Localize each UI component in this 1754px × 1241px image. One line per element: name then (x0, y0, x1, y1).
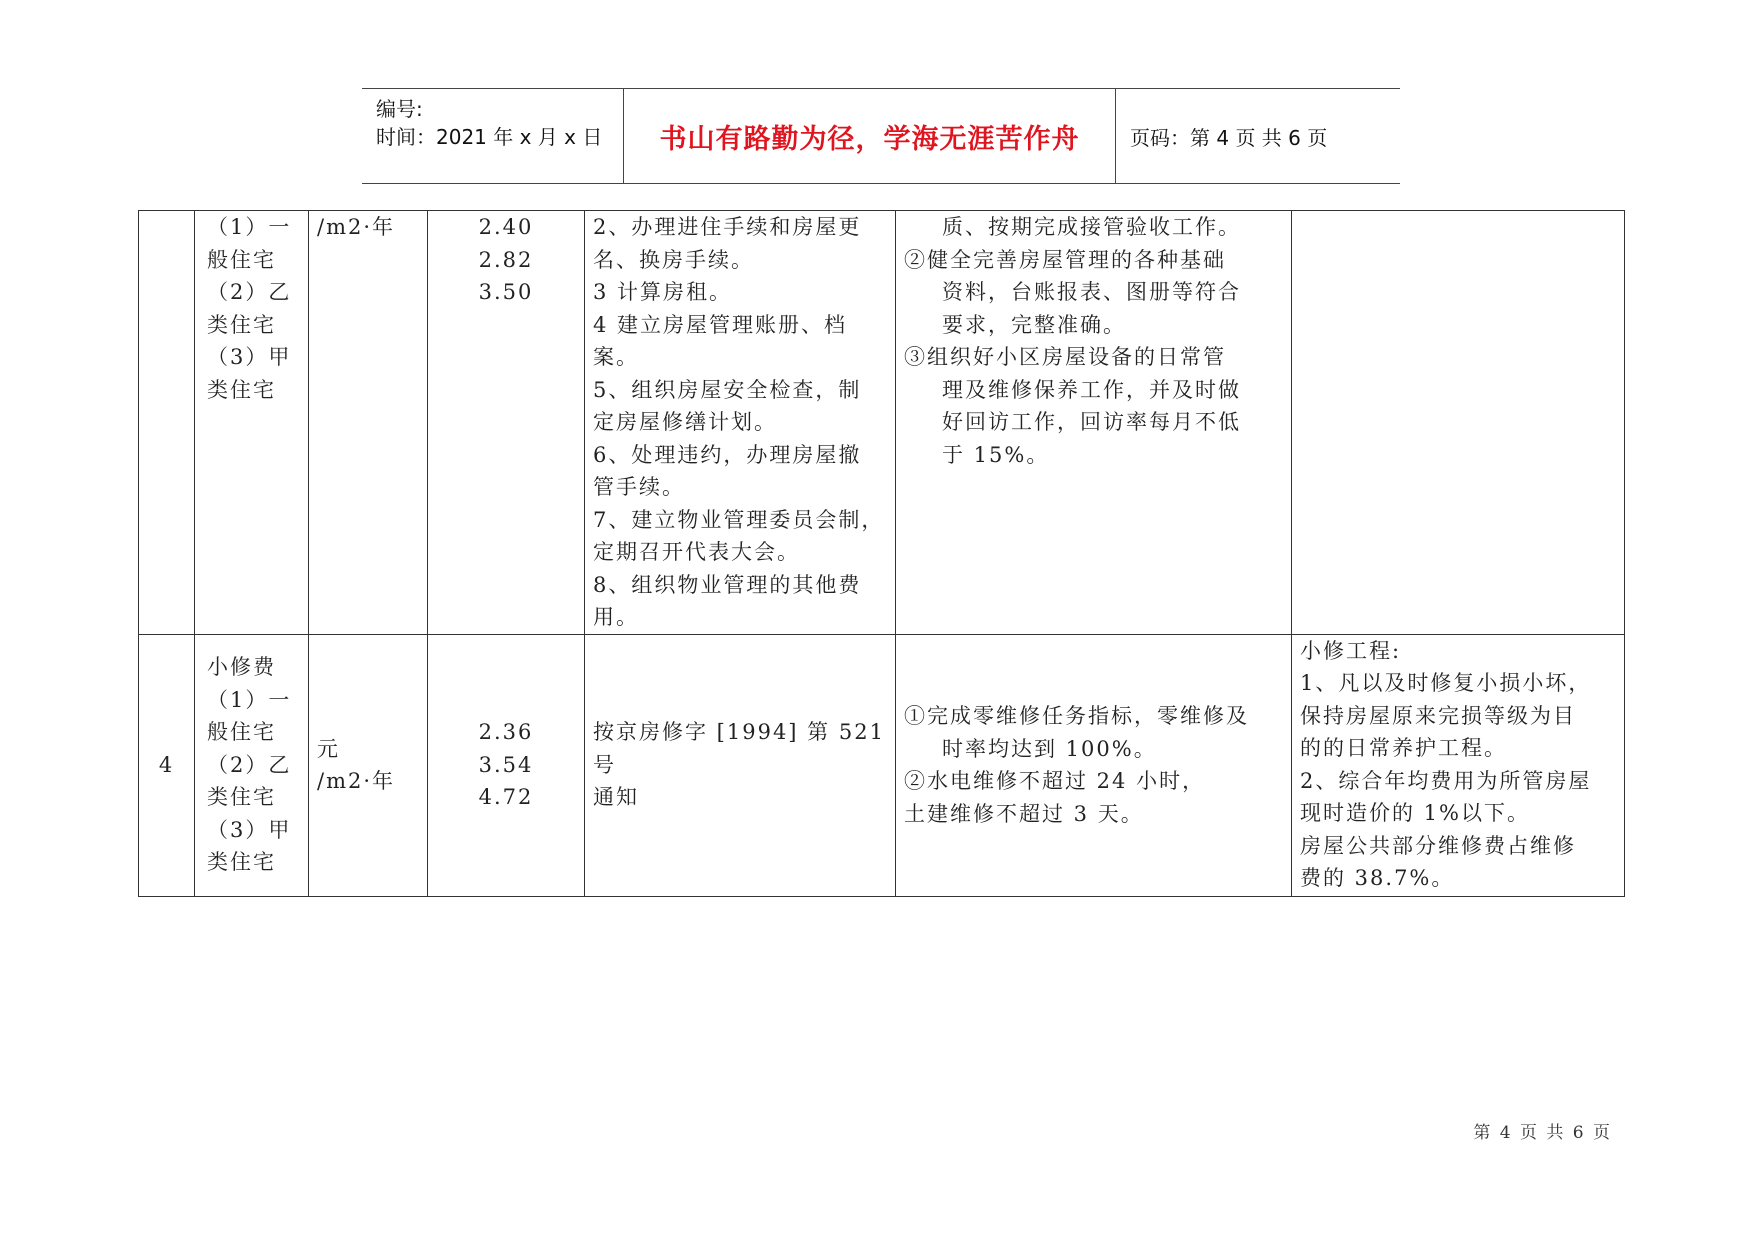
requirement-cell (896, 211, 1292, 635)
basis-line: 6、处理违约，办理房屋撤 (593, 442, 862, 467)
basis-line: 5、组织房屋安全检查，制 (593, 377, 862, 402)
basis-line: 通知 (593, 785, 639, 810)
basis-line: 用。 (593, 605, 639, 629)
note-line: 费的 38.7%。 (1300, 866, 1455, 890)
standard-value: 3.50 (478, 280, 534, 304)
item-line: （2）乙 (207, 280, 292, 304)
page-footer: 第 4 页 共 6 页 (1473, 1123, 1612, 1143)
requirement-line: 要求，完整准确。 (942, 312, 1126, 337)
item-line: 类住宅 (207, 377, 276, 402)
requirement-line: 时率均达到 100%。 (942, 736, 1157, 761)
item-line: （3）甲 (207, 345, 292, 369)
item-line: （1）一 (207, 687, 292, 712)
note-line: 现时造价的 1%以下。 (1300, 801, 1530, 825)
basis-line: 7、建立物业管理委员会制， (593, 507, 885, 532)
item-line: 般住宅 (207, 247, 276, 272)
unit-line: 元 (317, 736, 340, 761)
requirement-line: 理及维修保养工作，并及时做 (942, 377, 1241, 402)
note-cell (1292, 211, 1625, 635)
standard-value: 4.72 (478, 785, 534, 810)
requirement-line: 质、按期完成接管验收工作。 (942, 215, 1241, 239)
standard-value: 3.54 (478, 752, 534, 777)
basis-line: 定房屋修缮计划。 (593, 410, 777, 434)
basis-line: 3 计算房租。 (593, 280, 733, 304)
note-cell (1292, 634, 1625, 896)
basis-line: 定期召开代表大会。 (593, 540, 800, 564)
standard-cell (428, 634, 585, 896)
row-number-cell (139, 211, 195, 635)
doc-date: 时间：2021 年 x 月 x 日 (376, 125, 603, 149)
table-row (139, 634, 1625, 896)
header-page-code: 页码：第 4 页 共 6 页 (1130, 125, 1328, 150)
item-line: 小修费 (207, 655, 276, 680)
basis-line: 名、换房手续。 (593, 247, 754, 272)
item-line: （3）甲 (207, 817, 292, 842)
requirement-line: ②水电维修不超过 24 小时， (904, 769, 1206, 793)
basis-line: 4 建立房屋管理账册、档案。 (593, 312, 848, 369)
basis-line: 管手续。 (593, 475, 685, 499)
basis-cell (585, 634, 896, 896)
unit-line: /m2·年 (317, 769, 396, 793)
basis-line: 按京房修字 [1994] 第 521 (593, 720, 885, 745)
requirement-line: ②健全完善房屋管理的各种基础 (904, 247, 1226, 272)
item-cell (195, 634, 309, 896)
standard-value: 2.82 (478, 247, 534, 272)
note-line: 的的日常养护工程。 (1300, 736, 1507, 760)
basis-cell (585, 211, 896, 635)
item-line: 般住宅 (207, 720, 276, 745)
table-row (139, 211, 1625, 635)
requirement-cell (896, 634, 1292, 896)
item-line: 类住宅 (207, 785, 276, 810)
item-cell (195, 211, 309, 635)
standard-value: 2.36 (478, 720, 534, 745)
requirement-line: 资料，台账报表、图册等符合 (942, 280, 1241, 304)
unit-cell (309, 634, 428, 896)
standard-cell (428, 211, 585, 635)
basis-line: 2、办理进住手续和房屋更 (593, 215, 862, 239)
item-line: 类住宅 (207, 850, 276, 875)
unit-cell: /m2·年 (309, 211, 428, 635)
requirement-line: 好回访工作，回访率每月不低 (942, 410, 1241, 434)
note-line: 2、综合年均费用为所管房屋 (1300, 768, 1592, 793)
note-line: 保持房屋原来完损等级为目 (1300, 703, 1576, 728)
doc-number-label: 编号: (376, 97, 423, 121)
note-line: 小修工程: (1300, 638, 1402, 663)
item-line: 类住宅 (207, 312, 276, 337)
note-line: 1、凡以及时修复小损小坏， (1300, 671, 1592, 695)
requirement-line: ③组织好小区房屋设备的日常管 (904, 345, 1226, 369)
fee-standard-table (138, 210, 1625, 897)
basis-line: 号 (593, 752, 616, 777)
note-line: 房屋公共部分维修费占维修 (1300, 833, 1576, 858)
basis-line: 8、组织物业管理的其他费 (593, 572, 862, 597)
header-meta (362, 89, 624, 183)
document-header (362, 88, 1400, 184)
standard-value: 2.40 (478, 215, 534, 239)
requirement-line: ①完成零维修任务指标，零维修及 (904, 704, 1249, 728)
row-number-cell: 4 (139, 634, 195, 896)
requirement-line: 土建维修不超过 3 天。 (904, 801, 1144, 826)
requirement-line: 于 15%。 (942, 442, 1050, 467)
item-line: （2）乙 (207, 752, 292, 777)
item-line: （1）一 (207, 215, 292, 239)
header-motto: 书山有路勤为径，学海无涯苦作舟 (624, 89, 1116, 183)
